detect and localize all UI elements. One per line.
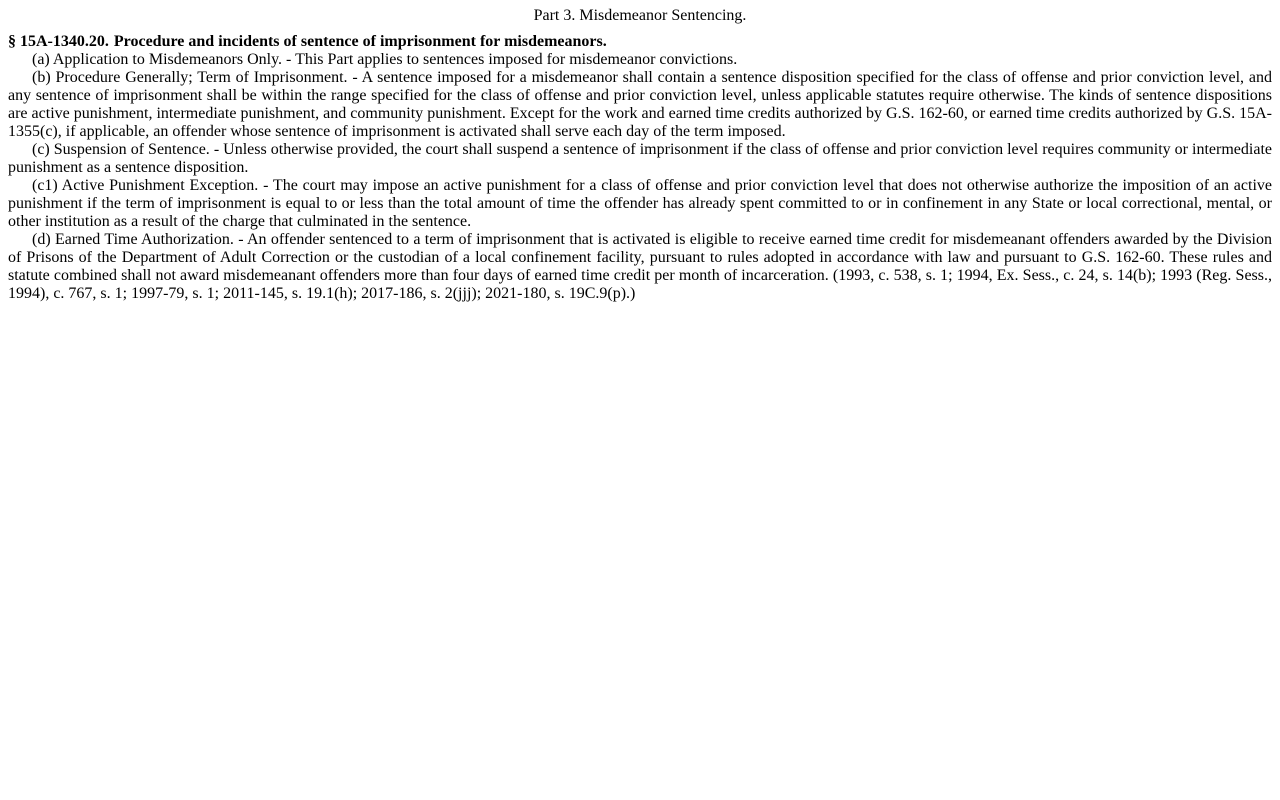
- paragraph-c1: (c1) Active Punishment Exception. - The court may impose an active punishment for a class of offense and prior conviction level that does not otherwise authorize the imposition of an active punishment if the term of imprisonment is equal to or less than the total amount of time the offender has already spent committed to or in confinement in any State or local correctional, mental, or other institution as a result of the charge that culminated in the sentence.: [8, 177, 1272, 230]
- section-title: Procedure and incidents of sentence of imprisonment for misdemeanors.: [113, 33, 607, 50]
- section-number: § 15A-1340.20.: [8, 33, 109, 50]
- paragraph-b: (b) Procedure Generally; Term of Imprisonment. - A sentence imposed for a misdemeanor shall contain a sentence disposition specified for the class of offense and prior conviction level, and any sentence of imprisonment shall be within the range specified for the class of offense and prior conviction level, unless applicable statutes require otherwise. The kinds of sentence dispositions are active punishment, intermediate punishment, and community punishment. Except for the work and earned time credits authorized by G.S. 162-60, or earned time credits authorized by G.S. 15A-1355(c), if applicable, an offender whose sentence of imprisonment is activated shall serve each day of the term imposed.: [8, 69, 1272, 140]
- paragraph-a: (a) Application to Misdemeanors Only. - This Part applies to sentences imposed for misdemeanor convictions.: [32, 51, 738, 68]
- section-heading: [8, 33, 1272, 51]
- part-heading: Part 3. Misdemeanor Sentencing.: [533, 7, 747, 24]
- paragraph-d: (d) Earned Time Authorization. - An offender sentenced to a term of imprisonment that is activated is eligible to receive earned time credit for misdemeanant offenders awarded by the Division of Prisons of the Department of Adult Correction or the custodian of a local confinement facility, pursuant to rules adopted in accordance with law and pursuant to G.S. 162-60. These rules and statute combined shall not award misdemeanant offenders more than four days of earned time credit per month of incarceration. (1993, c. 538, s. 1; 1994, Ex. Sess., c. 24, s. 14(b); 1993 (Reg. Sess., 1994), c. 767, s. 1; 1997-79, s. 1; 2011-145, s. 19.1(h); 2017-186, s. 2(jjj); 2021-180, s. 19C.9(p).): [8, 231, 1272, 302]
- paragraph-c: (c) Suspension of Sentence. - Unless otherwise provided, the court shall suspend a sentence of imprisonment if the class of offense and prior conviction level requires community or intermediate punishment as a sentence disposition.: [8, 141, 1272, 176]
- statute-page: [0, 0, 1280, 303]
